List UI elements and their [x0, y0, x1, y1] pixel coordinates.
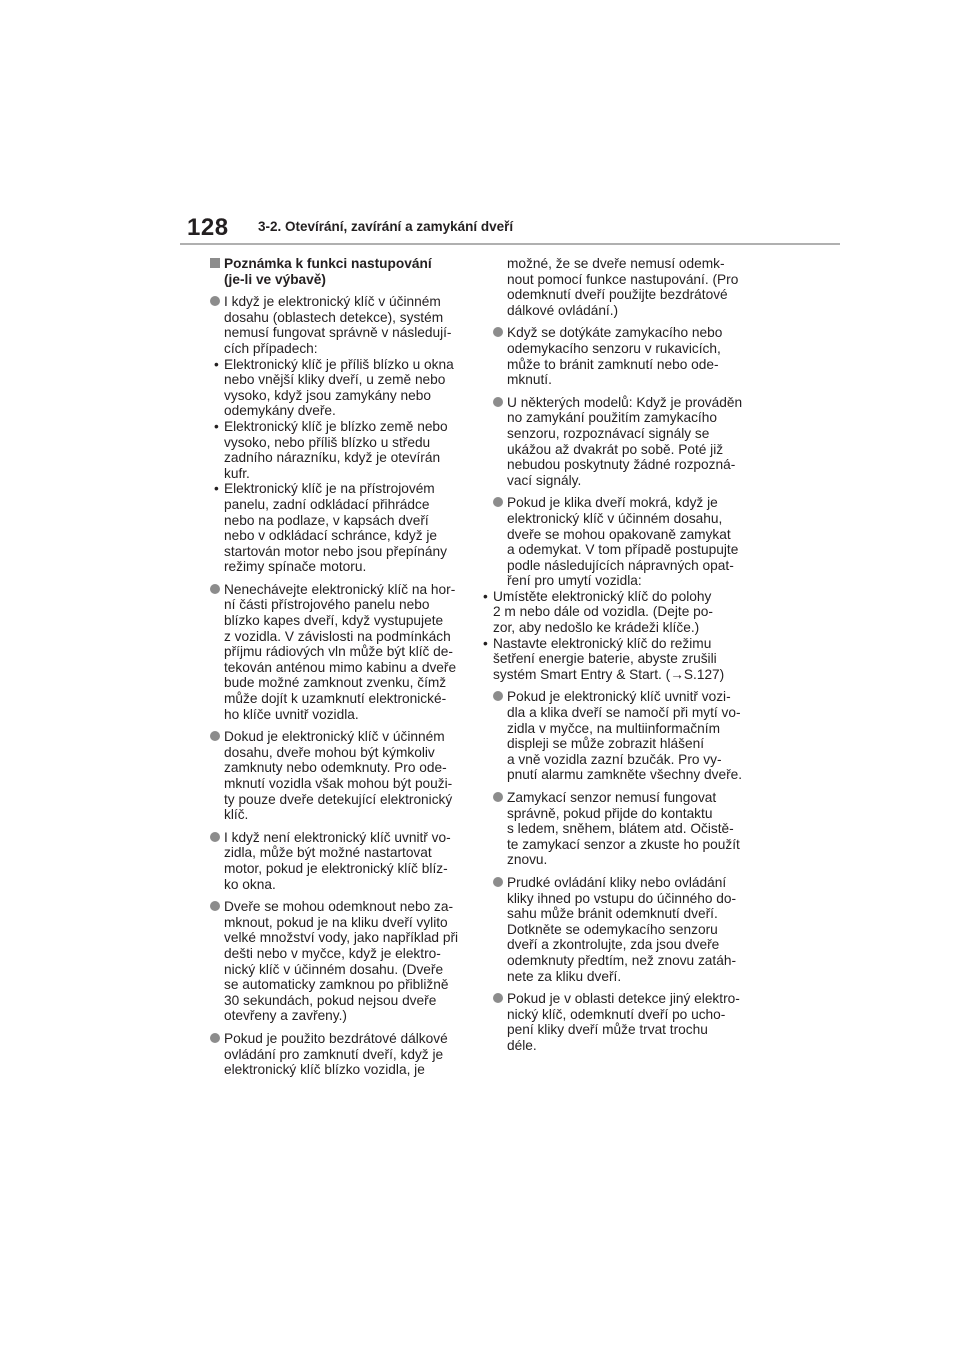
circle-bullet-icon — [493, 327, 503, 337]
dot-marker: • — [214, 418, 219, 434]
circle-bullet-icon — [493, 792, 503, 802]
circle-bullet-icon — [210, 296, 220, 306]
circle-bullet-icon — [210, 731, 220, 741]
sub-list-item: • Elektronický klíč je příliš blízko u okna nebo vnější kliky dveří, u země nebo vysoko, když jsou zamykány nebo odemykány dveře. — [214, 356, 454, 419]
page-number: 128 — [187, 214, 229, 241]
circle-bullet-icon — [210, 1033, 220, 1043]
dot-marker: • — [483, 588, 488, 604]
note-paragraph: Pokud je elektronický klíč uvnitř vozi- dla a klika dveří se namočí při mytí vo- zidla v myčce, na multiinformačním displeji se může zobrazit hlášení a vně vozidla zazní bzučák. Pro vy- pnutí alarmu zamkněte všechny dveře. — [493, 689, 755, 783]
circle-bullet-icon — [493, 877, 503, 887]
circle-bullet-icon — [493, 691, 503, 701]
header-divider — [180, 243, 840, 245]
note-paragraph: I když není elektronický klíč uvnitř vo- zidla, může být možné nastartovat motor, pokud je elektronický klíč blíz- ko okna. — [210, 830, 456, 892]
note-paragraph: Dveře se mohou odemknout nebo za- mknout, pokud je na kliku dveří vylito velké množství vody, jako například při dešti nebo v myčce, když je elektro- nický klíč v účinném dosahu. (Dveře se automaticky zamknou po přibližně 30 sekundách, pokud nejsou dveře otevřeny a zavřeny.) — [210, 899, 456, 1024]
subsection-heading: Poznámka k funkci nastupování (je-li ve výbavě) — [210, 256, 456, 287]
sub-list-item: • Elektronický klíč je na přístrojovém panelu, zadní odkládací přihrádce nebo na podlaze, v kapsách dveří nebo v odkládací schránce, když je startován motor nebo jsou přepínány režimy spínače motoru. — [214, 481, 447, 575]
dot-marker: • — [214, 356, 219, 372]
dot-marker: • — [483, 635, 488, 651]
note-paragraph: Pokud je použito bezdrátové dálkové ovládání pro zamknutí dveří, když je elektronický klíč blízko vozidla, je — [210, 1031, 456, 1078]
right-column — [483, 256, 755, 1061]
circle-bullet-icon — [210, 832, 220, 842]
note-paragraph: Nenechávejte elektronický klíč na hor- ní části přístrojového panelu nebo blízko kapes dveří, když vystupujete z vozidla. V závislosti na podmínkách příjmu rádiových vln může být klíč de- tekován anténou mimo kabinu a dveře bude možné zamknout zvenku, čímž může dojít k uzamknutí elektronické- ho klíče uvnitř vozidla. — [210, 582, 456, 722]
note-paragraph: Zamykací senzor nemusí fungovat správně, pokud přijde do kontaktu s ledem, sněhem, blátem atd. Očistě- te zamykací senzor a zkuste ho použít znovu. — [493, 790, 755, 868]
note-paragraph: Dokud je elektronický klíč v účinném dosahu, dveře mohou být kýmkoliv zamknuty nebo odemknuty. Pro ode- mknutí vozidla však mohou být použi- ty pouze dveře detekující elektronický klíč. — [210, 729, 456, 823]
page-reference: systém Smart Entry & Start. (→S.127) — [493, 666, 725, 682]
note-paragraph: Prudké ovládání kliky nebo ovládání kliky ihned po vstupu do účinného do- sahu může bránit odemknutí dveří. Dotkněte se odemykacího senzoru dveří a zkontrolujte, zda jsou dveře odemknuty předtím, než znovu zatáh- nete za kliku dveří. — [493, 875, 755, 984]
left-column — [210, 256, 459, 1085]
circle-bullet-icon — [493, 993, 503, 1003]
note-paragraph: Když se dotýkáte zamykacího nebo odemykacího senzoru v rukavicích, může to bránit zamknutí nebo ode- mknutí. — [493, 325, 755, 387]
note-paragraph: U některých modelů: Když je prováděn no zamykání použitím zamykacího senzoru, rozpoznávací signály se ukážou až dvakrát po sobě. Poté již nebudou poskytnuty žádné rozpozná- vací signály. — [493, 395, 755, 489]
circle-bullet-icon — [210, 584, 220, 594]
circle-bullet-icon — [493, 497, 503, 507]
circle-bullet-icon — [493, 397, 503, 407]
circle-bullet-icon — [210, 901, 220, 911]
note-paragraph-continued: možné, že se dveře nemusí odemk- nout pomocí funkce nastupování. (Pro odemknutí dveří použijte bezdrátové dálkové ovládání.) — [507, 256, 739, 318]
note-paragraph: I když je elektronický klíč v účinném dosahu (oblastech detekce), systém nemusí fungovat správně v následují- cích případech: — [210, 294, 456, 356]
sub-list-item: • Umístěte elektronický klíč do polohy 2 m nebo dále od vozidla. (Dejte po- zor, aby nedošlo ke krádeži klíče.) — [483, 588, 713, 636]
note-paragraph: Pokud je v oblasti detekce jiný elektro- nický klíč, odemknutí dveří po ucho- pení kliky dveří může trvat trochu déle. — [493, 991, 755, 1053]
square-bullet-icon — [210, 258, 220, 268]
sub-list-item: • Nastavte elektronický klíč do režimu šetření energie baterie, abyste zrušili systém Smart Entry & Start. (→S.127) — [479, 636, 755, 683]
note-paragraph: Pokud je klika dveří mokrá, když je elektronický klíč v účinném dosahu, dveře se mohou opakovaně zamykat a odemykat. V tom případě postupujte podle následujících nápravných opat- ření pro umytí vozidla: — [493, 495, 755, 589]
dot-marker: • — [214, 481, 219, 497]
page-header — [180, 210, 840, 244]
section-title: 3-2. Otevírání, zavírání a zamykání dveří — [258, 219, 514, 234]
sub-list-item: • Elektronický klíč je blízko země nebo vysoko, nebo příliš blízko u středu zadního nárazníku, když je otevírán kufr. — [214, 418, 448, 481]
